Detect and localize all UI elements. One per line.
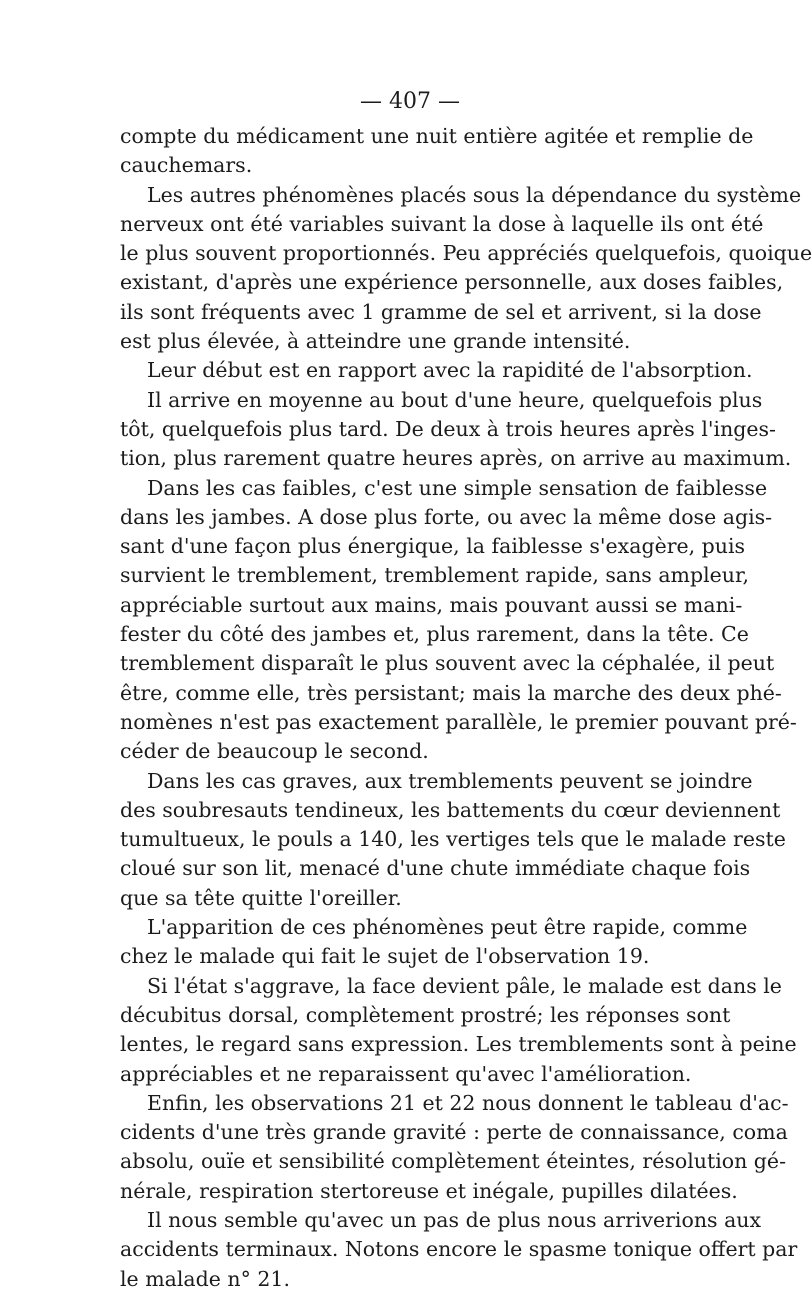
text-line: des soubresauts tendineux, les battements du cœur deviennent [120,797,781,822]
text-line: sant d'une façon plus énergique, la faiblesse s'exagère, puis [120,534,746,559]
text-line: L'apparition de ces phénomènes peut être rapide, comme [147,915,748,940]
text-line: Dans les cas faibles, c'est une simple sensation de faiblesse [147,475,768,500]
text-line: nerveux ont été variables suivant la dose à laquelle ils ont été [120,211,764,236]
text-line: Dans les cas graves, aux tremblements peuvent se joindre [147,768,753,793]
text-line: Si l'état s'aggrave, la face devient pâle, le malade est dans le [147,973,782,998]
text-line: survient le tremblement, tremblement rapide, sans ampleur, [120,563,750,588]
text-line: Il nous semble qu'avec un pas de plus nous arriverions aux [147,1207,762,1232]
text-line: céder de beaucoup le second. [120,739,429,764]
text-line: lentes, le regard sans expression. Les tremblements sont à peine [120,1032,797,1057]
text-line: dans les jambes. A dose plus forte, ou avec la même dose agis- [120,504,773,529]
text-line: nomènes n'est pas exactement parallèle, le premier pouvant pré- [120,709,797,734]
text-line: le plus souvent proportionnés. Peu appréciés quelquefois, quoique [120,241,812,266]
text-line: cauchemars. [120,153,253,178]
text-line: accidents terminaux. Notons encore le spasme tonique offert par [120,1237,798,1262]
text-line: est plus élevée, à atteindre une grande intensité. [120,329,631,354]
text-line: fester du côté des jambes et, plus rarement, dans la tête. Ce [120,622,749,647]
text-line: être, comme elle, très persistant; mais la marche des deux phé- [120,680,782,705]
text-line: décubitus dorsal, complètement prostré; les réponses sont [120,1002,731,1027]
text-line: cidents d'une très grande gravité : perte de connaissance, coma [120,1120,788,1145]
text-line: le malade n° 21. [120,1266,290,1291]
text-line: ils sont fréquents avec 1 gramme de sel et arrivent, si la dose [120,299,762,324]
text-line: Leur début est en rapport avec la rapidité de l'absorption. [147,358,753,383]
text-line: Enfin, les observations 21 et 22 nous donnent le tableau d'ac- [147,1090,789,1115]
text-line: chez le malade qui fait le sujet de l'observation 19. [120,944,650,969]
body-text [120,122,812,1294]
text-line: tion, plus rarement quatre heures après, on arrive au maximum. [120,446,792,471]
page-number: — 407 — [360,89,460,114]
text-line: cloué sur son lit, menacé d'une chute immédiate chaque fois [120,856,751,881]
text-line: que sa tête quitte l'oreiller. [120,885,402,910]
text-line: nérale, respiration stertoreuse et inégale, pupilles dilatées. [120,1178,738,1203]
text-line: compte du médicament une nuit entière agitée et remplie de [120,124,754,148]
text-line: tôt, quelquefois plus tard. De deux à trois heures après l'inges- [120,416,776,441]
text-line: existant, d'après une expérience personnelle, aux doses faibles, [120,270,784,295]
text-line: Il arrive en moyenne au bout d'une heure, quelquefois plus [147,387,763,412]
text-line: absolu, ouïe et sensibilité complètement éteintes, résolution gé- [120,1149,786,1174]
text-line: tumultueux, le pouls a 140, les vertiges tels que le malade reste [120,827,786,852]
text-line: appréciables et ne reparaissent qu'avec l'amélioration. [120,1061,692,1086]
book-page [120,88,812,1294]
text-line: appréciable surtout aux mains, mais pouvant aussi se mani- [120,592,743,617]
text-line: tremblement disparaît le plus souvent avec la céphalée, il peut [120,651,775,676]
text-line: Les autres phénomènes placés sous la dépendance du système [147,182,802,207]
